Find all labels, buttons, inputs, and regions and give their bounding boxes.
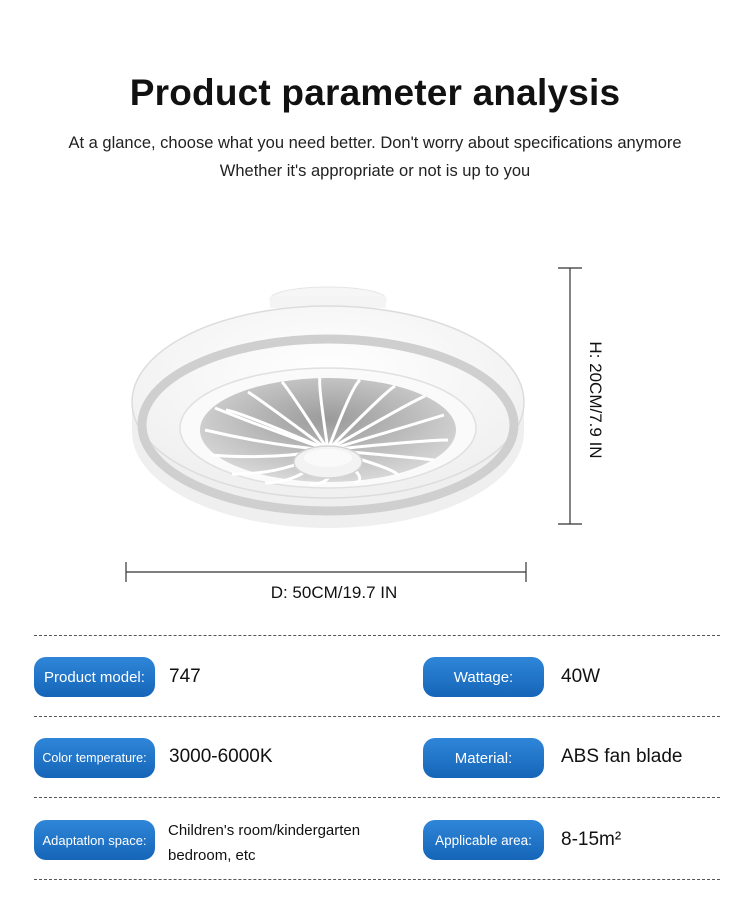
divider: [34, 635, 720, 636]
divider: [34, 879, 720, 880]
subtitle-line-1: At a glance, choose what you need better. Don't worry about specifications anymore: [68, 134, 682, 152]
adaptation-space-value-line-1: Children's room/kindergarten: [168, 822, 361, 839]
divider: [34, 716, 720, 717]
wattage-value: 40W: [561, 666, 601, 687]
color-temperature-value: 3000-6000K: [169, 746, 273, 767]
applicable-area-value: 8-15m²: [561, 829, 622, 850]
material-value: ABS fan blade: [561, 746, 683, 767]
page-title: Product parameter analysis: [129, 72, 621, 113]
divider: [34, 797, 720, 798]
adaptation-space-value: [168, 818, 360, 868]
diameter-dimension: [126, 562, 526, 582]
fan-hub: [294, 446, 362, 478]
adaptation-space-value-line-2: bedroom, etc: [168, 847, 256, 864]
product-model-label: Product model:: [34, 657, 155, 697]
product-model-value: 747: [169, 666, 201, 687]
color-temperature-label: Color temperature:: [34, 738, 155, 778]
material-label: Material:: [423, 738, 544, 778]
subtitle-line-2: Whether it's appropriate or not is up to you: [219, 162, 531, 180]
height-dimension: [558, 268, 582, 524]
fan-housing: [132, 306, 524, 528]
height-label: H: 20CM/7.9 IN: [586, 341, 605, 459]
applicable-area-label: Applicable area:: [423, 820, 544, 860]
ceiling-fan-image: [0, 250, 750, 590]
wattage-label: Wattage:: [423, 657, 544, 697]
diameter-label: D: 50CM/19.7 IN: [270, 583, 398, 602]
adaptation-space-label: Adaptatlon space:: [34, 820, 155, 860]
